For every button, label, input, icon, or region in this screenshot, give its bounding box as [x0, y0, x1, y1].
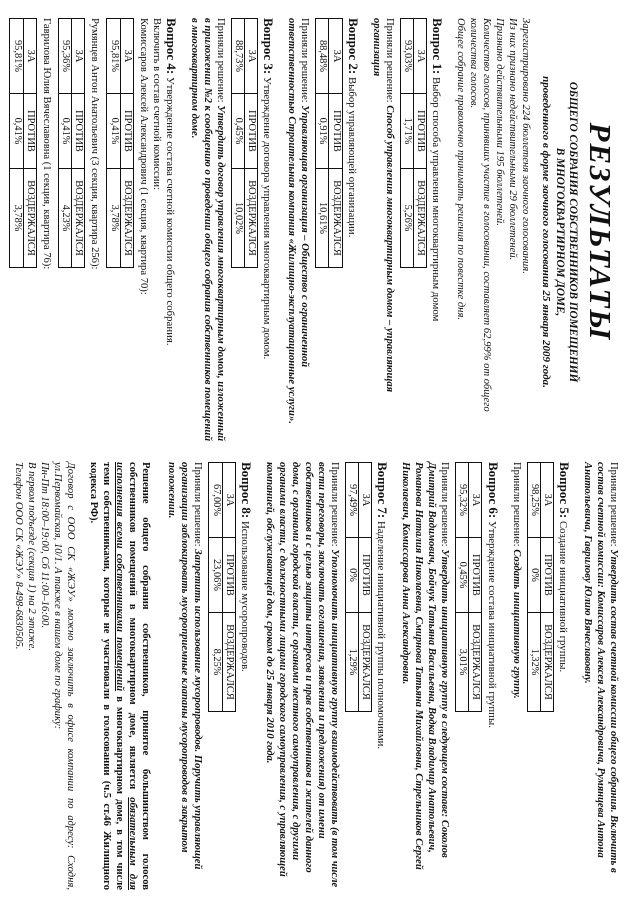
question-6-number: Вопрос 6: [485, 462, 501, 519]
question-5-text: Создание инициативной группы. [557, 520, 570, 673]
intro-registered: Зарегистрировано 224 бюллетеня заочного голосования. [519, 18, 531, 274]
question-1-number: Вопрос 1: [430, 18, 446, 75]
value-vozd: 10,02% [231, 169, 244, 268]
vote-table-4-2 [58, 18, 86, 268]
value-protiv: 0,41% [58, 94, 71, 169]
col-vozd: ВОЗДЕРЖАЛСЯ [120, 169, 133, 268]
value-za: 98,25% [527, 463, 540, 538]
candidate-1-name: Комиссаров Алексей Александрович (1 секция, квартира 70): [137, 18, 149, 295]
question-2-number: Вопрос 2: [345, 18, 361, 75]
col-za: ЗА [329, 19, 342, 94]
value-protiv: 0% [527, 538, 540, 613]
col-vozd: ВОЗДЕРЖАЛСЯ [222, 613, 235, 712]
question-5 [556, 462, 572, 890]
decision-text: Запретить использование мусоропроводов. Поручить управляющей организации заблокировать мусороприемные клапаны мусоропроводов в закрытом положении. [166, 462, 204, 870]
question-1 [429, 18, 445, 446]
col-protiv: ПРОТИВ [120, 94, 133, 169]
decision-label: Приняли решение: [383, 18, 395, 103]
note-location: В первом подъезде (секция 1) на 2 этаже. [26, 462, 38, 651]
col-za: ЗА [469, 463, 482, 538]
col-protiv: ПРОТИВ [23, 94, 36, 169]
col-vozd: ВОЗДЕРЖАЛСЯ [413, 169, 426, 268]
col-vozd: ВОЗДЕРЖАЛСЯ [469, 613, 482, 712]
col-protiv: ПРОТИВ [222, 538, 235, 613]
candidate-3-name: Гаврилова Юлия Вячеславовна (1 секция, квартира 76): [40, 18, 52, 270]
value-vozd: 3,78% [10, 169, 23, 268]
candidate-2-name: Румянцев Антон Анатольевич (3 секция, квартира 256): [89, 18, 101, 270]
left-column [4, 18, 619, 446]
col-vozd: ВОЗДЕРЖАЛСЯ [72, 169, 85, 268]
value-za: 67,00% [209, 463, 222, 538]
col-vozd: ВОЗДЕРЖАЛСЯ [358, 613, 371, 712]
intro-invalid: Из них признано недействительными 29 бюллетеней. [506, 18, 518, 261]
question-8-number: Вопрос 8: [238, 462, 254, 519]
intro-valid: Признано действительными 195 бюллетеней. [494, 18, 506, 226]
value-za: 93,03% [400, 19, 413, 94]
value-vozd: 8,25% [209, 613, 222, 712]
value-protiv: 0,45% [231, 94, 244, 169]
question-4-intro: Включить в состав счетной комиссии: [150, 18, 162, 191]
decision-text: Управляющая организация – Общество с ограниченной ответственностью Строительная компания «Жилищно-эксплуатационные услуги». [286, 18, 311, 424]
value-protiv: 23,06% [209, 538, 222, 613]
value-protiv: 0,91% [316, 94, 329, 169]
col-protiv: ПРОТИВ [540, 538, 553, 613]
document-subtitle-3: проведенного в форме заочного голосования 25 января 2009 года. [540, 76, 553, 388]
decision-5 [509, 462, 522, 890]
value-za: 95,81% [10, 19, 23, 94]
vote-table-8 [208, 462, 236, 712]
decision-text: Способ управления многоквартирным домом – управляющая организация [370, 18, 395, 393]
decision-label: Приняли решение: [608, 462, 619, 547]
col-za: ЗА [358, 463, 371, 538]
value-vozd: 3,01% [455, 613, 468, 712]
col-za: ЗА [120, 19, 133, 94]
decision-label: Приняли решение: [438, 462, 450, 547]
col-za: ЗА [244, 19, 257, 94]
question-8 [238, 462, 254, 890]
question-4-number: Вопрос 4: [163, 18, 179, 75]
vote-table-2 [315, 18, 343, 268]
right-column [11, 462, 619, 890]
col-vozd: ВОЗДЕРЖАЛСЯ [540, 613, 553, 712]
vote-table-4-3 [9, 18, 37, 268]
contract-note [11, 462, 76, 890]
note-address: Договор с ООО СК «ЖЭУ» можно заключить в офисе компании по адресу: Сходня, ул.Первомайская, 10/1. А также в нашем доме по графику: [51, 462, 76, 890]
question-8-text: Использование мусоропроводов. [238, 520, 251, 672]
final-part-2: в многоквартирном доме, в том числе теми собственниками, которые не участвовали в голосовании (ч.5 ст.46 Жилищного кодекса РФ). [87, 462, 125, 890]
col-protiv: ПРОТИВ [329, 94, 342, 169]
question-7-text: Наделение инициативной группы полномочиями. [375, 520, 388, 750]
value-za: 97,49% [345, 463, 358, 538]
value-za: 95,36% [58, 19, 71, 94]
col-protiv: ПРОТИВ [244, 94, 257, 169]
intro-block [453, 18, 531, 446]
document-subtitle-1: ОБЩЕГО СОБРАНИЯ СОБСТВЕННИКОВ ПОМЕЩЕНИЙ [567, 81, 580, 383]
value-vozd: 1,29% [345, 613, 358, 712]
col-vozd: ВОЗДЕРЖАЛСЯ [329, 169, 342, 268]
final-part-1: Решение общего собрания собственников, принятое большинством голосов собственников помещений в многоквартирном доме, является [126, 462, 151, 890]
question-4-text: Утверждение состава счетной комиссии общего собрания. [163, 76, 176, 346]
vote-table-5 [527, 462, 555, 712]
value-vozd: 5,26% [400, 169, 413, 268]
decision-text: Уполномочить инициативную группу взаимодействовать (в том числе вести переговоры, заключать соглашения, заявления и предложения) от имени собственников и с целью защиты интересов и прав собственников и жителей данного дома, с органами городской власти, с органами местного самоуправления, с другими органами власти, с должностными лицами городского самоуправления, с управляющей компанией, обслуживающей дом, сроком до 25 января 2010 года. [263, 462, 340, 888]
decision-label: Приняли решение: [214, 18, 226, 103]
question-2 [345, 18, 361, 446]
question-1-text: Выбор способа управления многоквартирным домом [430, 76, 443, 322]
question-3-number: Вопрос 3: [261, 18, 277, 75]
decision-1 [369, 18, 395, 446]
col-vozd: ВОЗДЕРЖАЛСЯ [23, 169, 36, 268]
question-6 [484, 462, 500, 890]
value-protiv: 0,41% [107, 94, 120, 169]
value-za: 95,32% [455, 463, 468, 538]
decision-text: Утвердить состав счетной комиссии общего собрания. Включить в состав счетной комиссии: Комиссаров Алексея Александровича, Румянцева Антона Анатольевича, Гаврилову Юлию Вячеславовну. [582, 462, 619, 873]
intro-quorum: Общее собрание правомочно принимать решения по повестке дня. [455, 18, 467, 321]
note-schedule: Пн-Пт 18:00–19:00, Сб 11:00–16:00. [39, 462, 51, 629]
vote-table-1 [400, 18, 428, 268]
decision-text: Создать инициативную группу. [510, 549, 522, 699]
question-4 [163, 18, 179, 446]
final-statement [86, 462, 151, 890]
decision-2 [284, 18, 310, 446]
final-underlined: обязательным для исполнения всеми собственниками помещений [113, 462, 138, 891]
decision-3 [187, 18, 226, 446]
decision-label: Приняли решение: [510, 462, 522, 547]
value-protiv: 0% [345, 538, 358, 613]
col-vozd: ВОЗДЕРЖАЛСЯ [244, 169, 257, 268]
decision-4 [580, 462, 619, 890]
value-protiv: 1,71% [400, 94, 413, 169]
vote-table-6 [455, 462, 483, 712]
note-phone: Телефон ООО СК «ЖЭУ» 8-498-6830505. [13, 462, 25, 650]
value-za: 88,48% [316, 19, 329, 94]
document-subtitle-2: В МНОГОКВАРТИРНОМ ДОМЕ, [553, 147, 566, 317]
col-protiv: ПРОТИВ [469, 538, 482, 613]
value-protiv: 0,45% [455, 538, 468, 613]
question-2-text: Выбор управляющей организации. [345, 76, 358, 238]
value-za: 95,81% [107, 19, 120, 94]
question-6-text: Утверждение состава инициативной группы. [485, 520, 498, 728]
col-za: ЗА [222, 463, 235, 538]
vote-table-3 [231, 18, 259, 268]
value-za: 88,73% [231, 19, 244, 94]
question-7-number: Вопрос 7: [375, 462, 391, 519]
decision-label: Приняли решение: [299, 18, 311, 103]
col-za: ЗА [413, 19, 426, 94]
value-protiv: 0,41% [10, 94, 23, 169]
value-vozd: 1,32% [527, 613, 540, 712]
decision-text: Утвердить договор управления многоквартирным домом, изложенный в приложении №2 к сообщению о проведении общего собрания собственников помещений в многоквартирном доме. [188, 18, 226, 442]
document-title: РЕЗУЛЬТАТЫ [583, 122, 618, 342]
question-5-number: Вопрос 5: [557, 462, 573, 519]
value-vozd: 4,23% [58, 169, 71, 268]
col-za: ЗА [23, 19, 36, 94]
value-vozd: 10,61% [316, 169, 329, 268]
decision-text: Утвердить инициативную группу в следующем составе: Соколов Дмитрий Вадимович, Бойчук Татьяна Васильевна, Водка Владимир Анатольевич, Романова Наталия Николаевна, Смирнова Татьяна Михайловна, Стрельников Сергей Николаевич, Комиссарова Анна Александровна. [400, 462, 450, 870]
question-3 [260, 18, 276, 446]
question-7 [374, 462, 390, 890]
intro-turnout: Количество голосов, принявших участие в голосовании, составляет 62,99% от общего количества голосов. [468, 18, 493, 412]
decision-label: Приняли решение: [328, 462, 340, 547]
col-za: ЗА [540, 463, 553, 538]
decision-6 [398, 462, 450, 890]
question-3-text: Утверждение договора управления многоквартирным домом. [261, 76, 274, 360]
col-protiv: ПРОТИВ [72, 94, 85, 169]
decision-8 [165, 462, 204, 890]
vote-table-4-1 [106, 18, 134, 268]
col-protiv: ПРОТИВ [413, 94, 426, 169]
decision-7 [262, 462, 340, 890]
decision-label: Приняли решение: [192, 462, 204, 547]
col-protiv: ПРОТИВ [358, 538, 371, 613]
value-vozd: 3,78% [107, 169, 120, 268]
vote-table-7 [345, 462, 373, 712]
col-za: ЗА [72, 19, 85, 94]
